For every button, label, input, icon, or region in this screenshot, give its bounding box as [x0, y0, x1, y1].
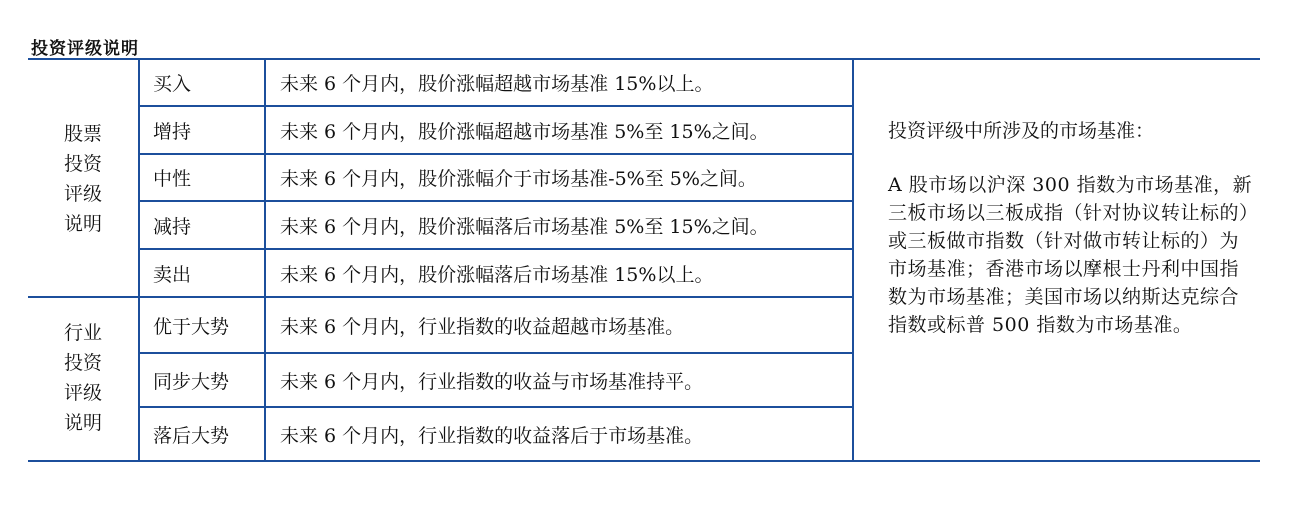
rating-neutral: 中性 — [153, 168, 192, 190]
stock-rating-group-label — [58, 119, 108, 239]
rating-overweight: 增持 — [153, 120, 192, 143]
rating-underperform: 落后大势 — [153, 424, 230, 447]
group-label-line: 股票 — [63, 123, 102, 145]
benchmark-body: A 股市场以沪深 300 指数为市场基准，新三板市场以三板成指（针对协议转让标的）或三板做市指数（针对做市转让标的）为市场基准；香港市场以摩根士丹利中国指数为市场基准；美国市场以纳斯达克综合指数或标普 500 指数为市场基准。 — [888, 174, 1253, 336]
rating-sell: 卖出 — [153, 263, 192, 286]
rating-description: 未来 6 个月内，股价涨幅落后市场基准 15%以上。 — [280, 263, 714, 286]
group-label-line: 投资 — [63, 352, 102, 374]
rating-description: 未来 6 个月内，股价涨幅超越市场基准 5%至 15%之间。 — [280, 120, 769, 143]
column-divider-rating — [138, 59, 140, 461]
section-title: 投资评级说明 — [31, 39, 139, 59]
group-label-line: 说明 — [63, 213, 102, 235]
column-divider-note — [852, 59, 854, 461]
rating-description: 未来 6 个月内，股价涨幅介于市场基准-5%至 5%之间。 — [280, 168, 757, 190]
group-label-line: 行业 — [63, 322, 102, 344]
rating-description: 未来 6 个月内，股价涨幅超越市场基准 15%以上。 — [280, 73, 714, 95]
rating-description: 未来 6 个月内，行业指数的收益超越市场基准。 — [280, 315, 685, 338]
industry-rating-group-label — [58, 318, 108, 438]
rating-in-line: 同步大势 — [153, 370, 230, 393]
rating-description: 未来 6 个月内，股价涨幅落后市场基准 5%至 15%之间。 — [280, 215, 769, 238]
column-divider-description — [264, 59, 266, 461]
group-label-line: 评级 — [63, 382, 102, 404]
rating-buy: 买入 — [153, 73, 192, 95]
benchmark-heading: 投资评级中所涉及的市场基准： — [888, 120, 1155, 142]
group-label-line: 投资 — [63, 153, 102, 175]
group-label-line: 评级 — [63, 183, 102, 205]
rating-description: 未来 6 个月内，行业指数的收益与市场基准持平。 — [280, 370, 704, 393]
rating-outperform: 优于大势 — [153, 315, 230, 338]
group-label-line: 说明 — [63, 412, 102, 434]
rating-description: 未来 6 个月内，行业指数的收益落后于市场基准。 — [280, 424, 704, 447]
table-bottom-border — [28, 460, 1260, 462]
rating-underweight: 减持 — [153, 215, 192, 238]
